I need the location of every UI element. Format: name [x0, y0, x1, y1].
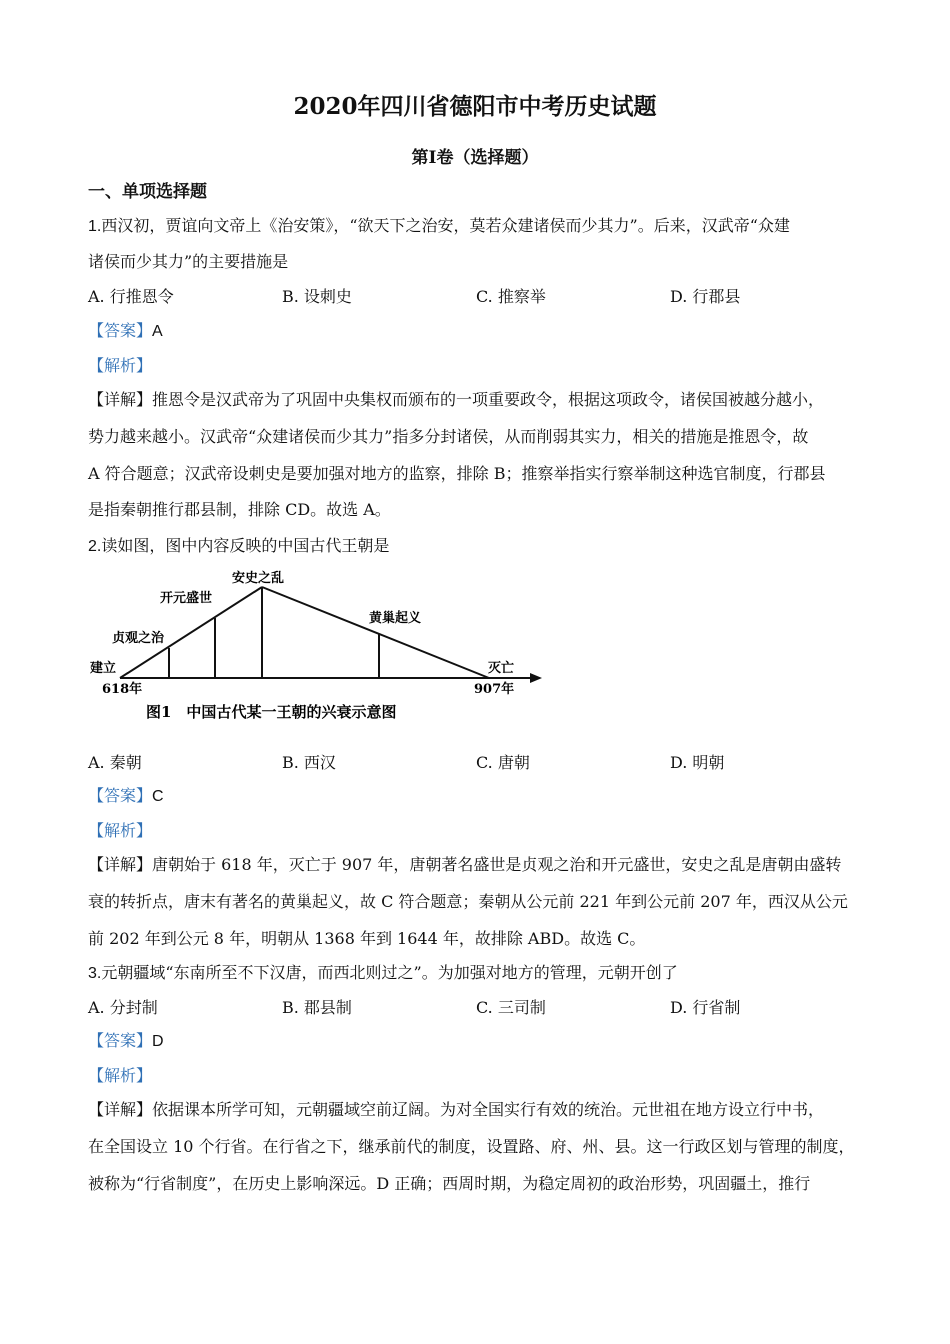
q1-option-d: D. 行郡县	[670, 287, 741, 306]
q3-detail-line: 在全国设立 10 个行省。在行省之下，继承前代的制度，设置路、府、州、县。这一行政区划与管理的制度，	[88, 1137, 855, 1156]
q3-stem: 3.元朝疆域“东南所至不下汉唐，而西北则过之”。为加强对地方的管理，元朝开创了	[88, 963, 678, 982]
q3-option-d: D. 行省制	[670, 998, 741, 1017]
q2-option-c: C. 唐朝	[476, 753, 530, 772]
q1-stem-cont: 诸侯而少其力”的主要措施是	[88, 252, 289, 271]
label-anshi: 安史之乱	[232, 571, 285, 586]
q3-option-c: C. 三司制	[476, 998, 546, 1017]
label-zhenguan: 贞观之治	[112, 631, 165, 646]
q1-option-b: B. 设刺史	[282, 287, 352, 306]
label-huangchao: 黄巢起义	[369, 611, 422, 626]
q3-detail-line: 被称为“行省制度”，在历史上影响深远。D 正确；西周时期，为稳定周初的政治形势，巩固疆土，推行	[88, 1174, 811, 1193]
q2-option-b: B. 西汉	[282, 753, 336, 772]
page-title: 2020年四川省德阳市中考历史试题	[293, 93, 657, 120]
q1-detail-line: 是指秦朝推行郡县制，排除 CD。故选 A。	[88, 500, 391, 519]
q3-analysis-tag: 【解析】	[88, 1066, 153, 1085]
axis-arrow-icon	[530, 673, 542, 683]
fall-line	[262, 587, 489, 678]
q1-detail-line: 【详解】推恩令是汉武帝为了巩固中央集权而颁布的一项重要政令，根据这项政令，诸侯国被越分越小，	[88, 390, 825, 409]
q1-option-c: C. 推察举	[476, 287, 546, 306]
q2-detail-line: 【详解】唐朝始于 618 年，灭亡于 907 年，唐朝著名盛世是贞观之治和开元盛世，安史之乱是唐朝由盛转	[88, 855, 842, 874]
q2-detail-line: 衰的转折点，唐末有著名的黄巢起义，故 C 符合题意；秦朝从公元前 221 年到公元前 207 年，西汉从公元	[88, 892, 848, 911]
q1-detail-line: 势力越来越小。汉武帝“众建诸侯而少其力”指多分封诸侯，从而削弱其实力，相关的措施是推恩令，故	[88, 427, 809, 446]
q2-option-d: D. 明朝	[670, 753, 725, 772]
label-kaiyuan: 开元盛世	[160, 591, 213, 606]
q1-detail-line: A 符合题意；汉武帝设刺史是要加强对地方的监察，排除 B；推察举指实行察举制这种选官制度，行郡县	[88, 464, 826, 483]
q1-answer: 【答案】A	[88, 321, 163, 340]
q1-option-a: A. 行推恩令	[88, 287, 174, 306]
label-start-year: 618年	[102, 682, 143, 697]
dynasty-rise-fall-figure	[84, 562, 554, 732]
q2-option-a: A. 秦朝	[88, 753, 142, 772]
q3-option-b: B. 郡县制	[282, 998, 352, 1017]
label-fall: 灭亡	[488, 661, 515, 676]
q3-answer: 【答案】D	[88, 1031, 164, 1050]
q1-analysis-tag: 【解析】	[88, 356, 153, 375]
q2-answer: 【答案】C	[88, 786, 164, 805]
volume-subtitle: 第Ⅰ卷（选择题）	[411, 148, 539, 168]
section-heading: 一、单项选择题	[88, 182, 207, 202]
q3-option-a: A. 分封制	[88, 998, 158, 1017]
label-end-year: 907年	[474, 682, 515, 697]
label-founded: 建立	[90, 661, 117, 676]
figure-caption: 图1 中国古代某一王朝的兴衰示意图	[146, 703, 397, 721]
q3-detail-line: 【详解】依据课本所学可知，元朝疆域空前辽阔。为对全国实行有效的统治。元世祖在地方设立行中书，	[88, 1100, 825, 1119]
q2-stem: 2.读如图，图中内容反映的中国古代王朝是	[88, 536, 390, 555]
q1-stem: 1.西汉初，贾谊向文帝上《治安策》，“欲天下之治安，莫若众建诸侯而少其力”。后来，汉武帝“众建	[88, 216, 790, 235]
q2-detail-line: 前 202 年到公元 8 年，明朝从 1368 年到 1644 年，故排除 ABD。故选 C。	[88, 929, 646, 948]
q2-analysis-tag: 【解析】	[88, 821, 153, 840]
